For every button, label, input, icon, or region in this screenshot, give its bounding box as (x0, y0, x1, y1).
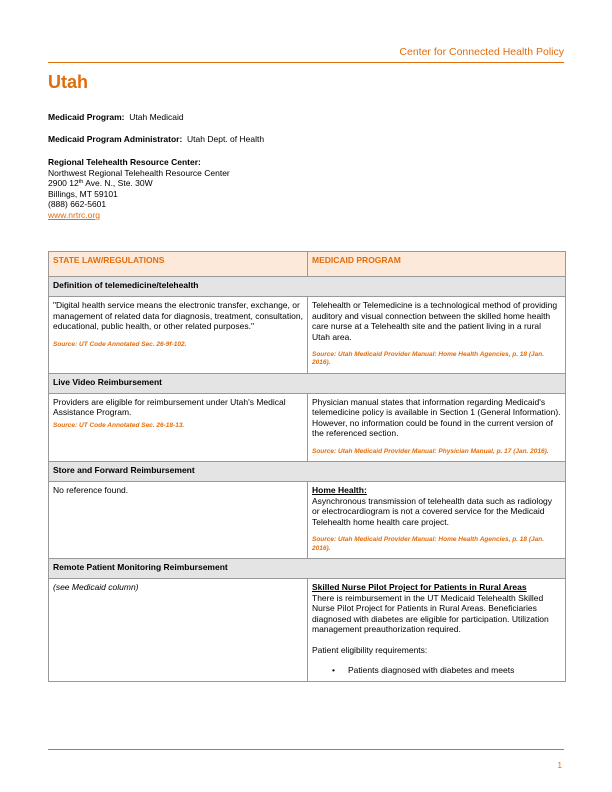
resource-center-name: Northwest Regional Telehealth Resource Center (48, 167, 230, 178)
administrator-line (48, 134, 264, 145)
policy-table (48, 251, 566, 682)
medicaid-program-label: Medicaid Program: (48, 112, 125, 122)
section-header-live-video: Live Video Reimbursement (49, 373, 566, 393)
source-citation: Source: Utah Medicaid Provider Manual: Home Health Agencies, p. 18 (Jan. 2016). (312, 351, 545, 367)
resource-center-website-link[interactable]: www.nrtrc.org (48, 209, 100, 220)
medicaid-program-line (48, 112, 184, 123)
table-row (49, 579, 566, 682)
definition-state-cell: "Digital health service means the electronic transfer, exchange, or management of related data for diagnosis, treatment, consultation, educational, public health, or other related purposes." Source: UT Code Annotated Sec. 26-9f-102. (49, 297, 308, 374)
live-video-medicaid-cell: Physician manual states that information regarding Medicaid's telemedicine policy is available in Section 1 (General Information). However, no information could be found in the current version of the referenced section. Source: Utah Medicaid Provider Manual: Physician Manual, p. 17 (Jan. 2016). (308, 393, 566, 461)
section-header-definition: Definition of telemedicine/telehealth (49, 277, 566, 297)
section-header-rpm: Remote Patient Monitoring Reimbursement (49, 559, 566, 579)
section-header-store-forward: Store and Forward Reimbursement (49, 462, 566, 482)
rpm-state-cell: (see Medicaid column) (49, 579, 308, 682)
administrator-label: Medicaid Program Administrator: (48, 134, 183, 144)
resource-center-label: Regional Telehealth Resource Center: (48, 157, 201, 167)
footer-divider (48, 749, 564, 750)
resource-center-block (48, 157, 230, 221)
source-citation: Source: UT Code Annotated Sec. 26-9f-102. (53, 340, 187, 348)
table-row (49, 393, 566, 461)
col-header-medicaid: MEDICAID PROGRAM (308, 252, 566, 277)
page-title: Utah (48, 72, 88, 92)
store-forward-state-cell: No reference found. (49, 482, 308, 559)
header-organization: Center for Connected Health Policy (399, 46, 564, 58)
source-citation: Source: Utah Medicaid Provider Manual: Physician Manual, p. 17 (Jan. 2016). (312, 447, 549, 455)
list-item: • Patients diagnosed with diabetes and meets (312, 665, 561, 676)
live-video-state-cell: Providers are eligible for reimbursement under Utah's Medical Assistance Program. Source: UT Code Annotated Sec. 26-18-13. (49, 393, 308, 461)
source-citation: Source: Utah Medicaid Provider Manual: Home Health Agencies, p. 18 (Jan. 2016). (312, 536, 545, 552)
col-header-state-law: STATE LAW/REGULATIONS (49, 252, 308, 277)
pilot-project-subheading: Skilled Nurse Pilot Project for Patients in Rural Areas (312, 582, 527, 593)
administrator-value: Utah Dept. of Health (187, 134, 265, 144)
store-forward-medicaid-cell: Home Health: Asynchronous transmission of telehealth data such as radiology or electrocardiogram is not a covered service for the Medicaid Telehealth home health care project. Source: Utah Medicaid Provider Manual: Home Health Agencies, p. 18 (Jan. 2016). (308, 482, 566, 559)
definition-medicaid-cell: Telehealth or Telemedicine is a technological method of providing auditory and visual connection between the skilled home health care nurse at a Telehealth site and the patient living in a rural Utah area. Source: Utah Medicaid Provider Manual: Home Health Agencies, p. 18 (Jan. 2016). (308, 297, 566, 374)
home-health-subheading: Home Health: (312, 485, 367, 496)
resource-center-address: 2900 12th Ave. N., Ste. 30W (48, 178, 153, 189)
table-column-headers (49, 252, 566, 277)
header-divider (48, 62, 564, 63)
source-citation: Source: UT Code Annotated Sec. 26-18-13. (53, 421, 185, 429)
page-number: 1 (557, 761, 562, 770)
resource-center-phone: (888) 662-5601 (48, 199, 107, 210)
table-row (49, 297, 566, 374)
resource-center-city: Billings, MT 59101 (48, 188, 118, 199)
table-row (49, 482, 566, 559)
rpm-medicaid-cell: Skilled Nurse Pilot Project for Patients in Rural Areas There is reimbursement in the UT Medicaid Telehealth Skilled Nurse Pilot Project for Patients in Rural Areas. Beneficiaries diagnosed with diabetes are eligible for participation. Utilization management preauthorization required. Patient eligibility requirements: • Patients diagnosed with diabetes and meets (308, 579, 566, 682)
medicaid-program-value: Utah Medicaid (129, 112, 184, 122)
